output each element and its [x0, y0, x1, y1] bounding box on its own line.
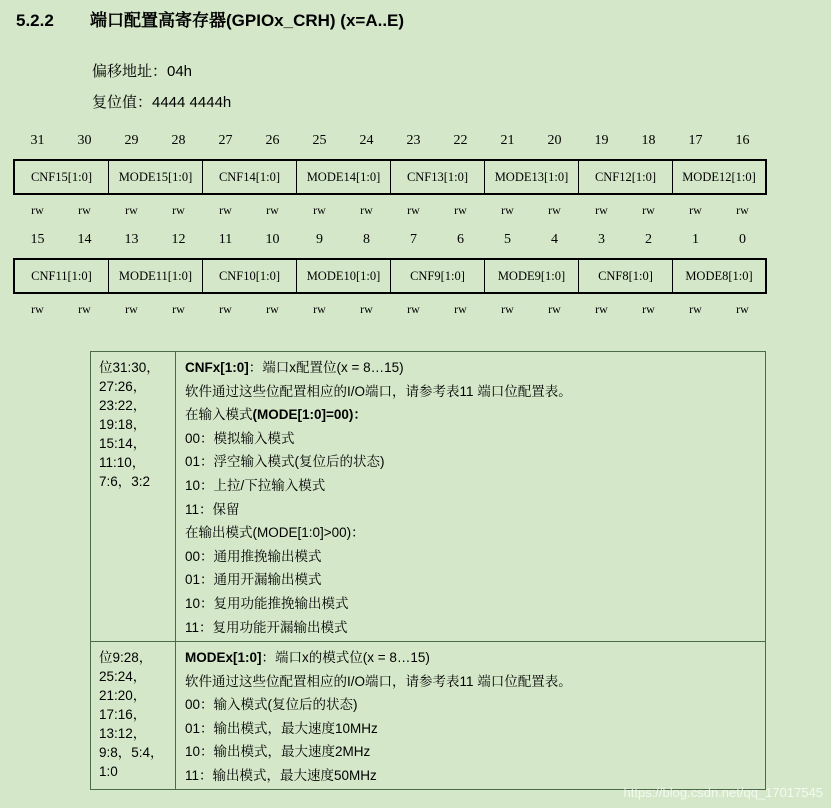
bit-range-line: 23:22， [99, 398, 147, 413]
bit-number: 16 [735, 133, 750, 148]
bit-range-line: 25:24， [99, 669, 147, 684]
register-field: CNF11[1:0] [15, 260, 109, 292]
access-type: rw [78, 302, 91, 316]
bit-number: 24 [359, 133, 374, 148]
description-line: 10：上拉/下拉输入模式 [185, 477, 326, 493]
bit-number: 26 [265, 133, 280, 148]
access-type: rw [125, 203, 138, 217]
bit-range-line: 9:8，5:4， [99, 745, 164, 760]
register-field: MODE11[1:0] [109, 260, 203, 292]
register-field: CNF13[1:0] [391, 161, 485, 193]
access-type: rw [313, 203, 326, 217]
bit-number: 12 [171, 232, 186, 247]
table-row [91, 642, 766, 790]
register-fields-high [13, 159, 767, 195]
register-fields-low [13, 258, 767, 294]
bit-number: 9 [316, 232, 323, 247]
bit-number: 30 [77, 133, 92, 148]
access-type: rw [219, 302, 232, 316]
access-type: rw [736, 302, 749, 316]
access-type: rw [642, 203, 655, 217]
bit-number: 22 [453, 133, 468, 148]
bit-range-line: 27:26， [99, 379, 147, 394]
description-line: 01：浮空输入模式(复位后的状态) [185, 454, 385, 470]
description-line: 软件通过这些位配置相应的I/O端口，请参考表11 端口位配置表。 [185, 673, 572, 689]
bit-number: 29 [124, 133, 139, 148]
bit-number: 17 [688, 133, 703, 148]
access-type: rw [642, 302, 655, 316]
field-name: MODEx[1:0] [185, 650, 262, 665]
access-row-low [14, 302, 768, 318]
bit-number: 1 [692, 232, 699, 247]
description-cell [176, 642, 766, 790]
access-type: rw [360, 302, 373, 316]
bit-description-table [90, 351, 766, 790]
bit-number: 28 [171, 133, 186, 148]
description-line: 在输入模式(MODE[1:0]=00)： [185, 407, 367, 423]
access-type: rw [31, 302, 44, 316]
bit-number: 6 [457, 232, 464, 247]
bit-range-line: 位9:28， [99, 650, 153, 665]
description-cell [176, 352, 766, 642]
access-type: rw [219, 203, 232, 217]
register-field: MODE13[1:0] [485, 161, 579, 193]
access-type: rw [266, 203, 279, 217]
description-line: 11：复用功能开漏输出模式 [185, 619, 348, 635]
description-line: 软件通过这些位配置相应的I/O端口，请参考表11 端口位配置表。 [185, 383, 572, 399]
access-type: rw [689, 302, 702, 316]
register-field: CNF9[1:0] [391, 260, 485, 292]
register-field: CNF15[1:0] [15, 161, 109, 193]
register-field: CNF14[1:0] [203, 161, 297, 193]
bit-range-line: 15:14， [99, 436, 147, 451]
bit-range-line: 1:0 [99, 764, 118, 779]
bit-number: 25 [312, 133, 327, 148]
access-type: rw [501, 203, 514, 217]
register-field: MODE10[1:0] [297, 260, 391, 292]
register-field: MODE8[1:0] [685, 268, 753, 283]
bit-number: 13 [124, 232, 139, 247]
description-line: 00：通用推挽输出模式 [185, 548, 322, 564]
access-type: rw [31, 203, 44, 217]
field-heading [185, 647, 765, 671]
register-field: CNF8[1:0] [579, 260, 673, 292]
bit-range-cell [91, 642, 176, 790]
reset-value: 复位值：4444 4444h [92, 94, 232, 111]
access-type: rw [313, 302, 326, 316]
bit-number: 0 [739, 232, 746, 247]
register-field: MODE15[1:0] [109, 161, 203, 193]
access-type: rw [736, 203, 749, 217]
description-line: 10：输出模式，最大速度2MHz [185, 744, 371, 760]
bit-range-line: 13:12， [99, 726, 147, 741]
offset-address: 偏移地址：04h [92, 63, 193, 80]
bit-range-line: 21:20， [99, 688, 147, 703]
access-type: rw [689, 203, 702, 217]
bit-number: 19 [594, 133, 609, 148]
access-type: rw [172, 302, 185, 316]
bit-number: 4 [551, 232, 558, 247]
bit-number: 5 [504, 232, 511, 247]
description-line: 01：通用开漏输出模式 [185, 572, 322, 588]
bit-number: 3 [598, 232, 605, 247]
bit-numbers-low [14, 232, 768, 250]
access-type: rw [266, 302, 279, 316]
register-field: CNF10[1:0] [203, 260, 297, 292]
description-line: 11：输出模式，最大速度50MHz [185, 767, 377, 783]
section-heading [16, 6, 404, 30]
bit-number: 15 [30, 232, 45, 247]
bit-number: 27 [218, 133, 233, 148]
access-type: rw [454, 203, 467, 217]
bit-number: 23 [406, 133, 421, 148]
bit-range-line: 19:18， [99, 417, 147, 432]
bit-range-line: 位31:30， [99, 360, 160, 375]
section-title: 端口配置高寄存器(GPIOx_CRH) (x=A..E) [90, 11, 405, 30]
bit-number: 2 [645, 232, 652, 247]
access-type: rw [407, 203, 420, 217]
bit-range-line: 7:6，3:2 [99, 474, 151, 489]
field-heading [185, 357, 765, 381]
bit-number: 31 [30, 133, 45, 148]
bit-number: 14 [77, 232, 92, 247]
access-type: rw [454, 302, 467, 316]
description-line: 11：保留 [185, 501, 240, 517]
bit-numbers-high [14, 133, 768, 151]
watermark: https://blog.csdn.net/qq_17017545 [623, 785, 823, 800]
access-type: rw [595, 302, 608, 316]
access-type: rw [501, 302, 514, 316]
section-number: 5.2.2 [16, 11, 54, 30]
table-row [91, 352, 766, 642]
access-type: rw [172, 203, 185, 217]
register-field: MODE9[1:0] [485, 260, 579, 292]
bit-number: 20 [547, 133, 562, 148]
bit-number: 11 [218, 232, 233, 247]
access-row-high [14, 203, 768, 219]
bit-range-line: 17:16， [99, 707, 147, 722]
register-field: CNF12[1:0] [579, 161, 673, 193]
bit-range-line: 11:10， [99, 455, 146, 470]
register-field: MODE14[1:0] [297, 161, 391, 193]
bit-number: 21 [500, 133, 515, 148]
bit-number: 8 [363, 232, 370, 247]
access-type: rw [360, 203, 373, 217]
access-type: rw [78, 203, 91, 217]
bit-number: 18 [641, 133, 656, 148]
description-line: 00：模拟输入模式 [185, 430, 295, 446]
access-type: rw [548, 203, 561, 217]
access-type: rw [125, 302, 138, 316]
field-name: CNFx[1:0] [185, 360, 249, 375]
description-line: 10：复用功能推挽输出模式 [185, 595, 349, 611]
bit-number: 10 [265, 232, 280, 247]
description-line: 在输出模式(MODE[1:0]>00)： [185, 525, 365, 541]
description-line: 00：输入模式(复位后的状态) [185, 697, 358, 713]
access-type: rw [548, 302, 561, 316]
bit-number: 7 [410, 232, 417, 247]
field-summary: ：端口x的模式位(x = 8…15) [261, 650, 430, 665]
bit-range-cell [91, 352, 176, 642]
access-type: rw [595, 203, 608, 217]
description-line: 01：输出模式，最大速度10MHz [185, 720, 378, 736]
access-type: rw [407, 302, 420, 316]
field-summary: ：端口x配置位(x = 8…15) [248, 360, 404, 375]
register-field: MODE12[1:0] [682, 169, 756, 184]
